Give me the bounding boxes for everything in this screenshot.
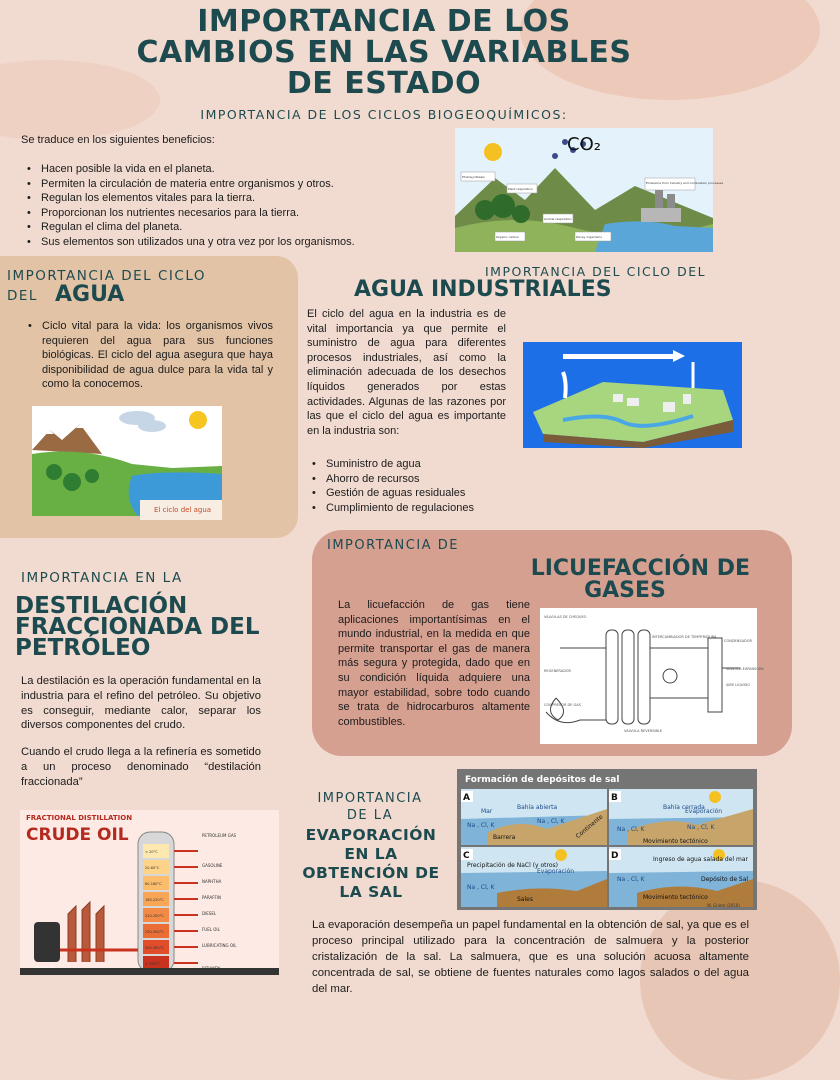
gas-tag: INTERCAMBIADOR DE TEMPERATURA — [652, 635, 717, 639]
ciclos-list — [21, 162, 441, 250]
licuefaccion-text: La licuefacción de gas tiene aplicaciones importantísimas en el mundo industrial, en la medida en que permite transportar el gas de manera más segura y protegida, dado que en su condición líquida adquiere una mayor estabilidad, sobre todo cuando se trata de hidrocarburos altamente combustibles. — [338, 599, 530, 728]
salt-tag: Mar — [481, 808, 493, 815]
industrial-water-image — [523, 342, 742, 448]
industriales-heading: AGUA INDUSTRIALES — [354, 277, 612, 302]
gas-tag: CONDENSADOR — [724, 639, 752, 643]
panel-letter: A — [463, 793, 470, 803]
temp-label: < 20°C — [145, 850, 158, 854]
salt-tag: Na , Cl, K — [467, 884, 495, 891]
carbon-cycle-illustration — [455, 128, 724, 252]
fraction-label: PARAFFIN — [202, 895, 222, 900]
list-item: • Gestión de aguas residuales — [306, 486, 526, 501]
fraction-label: DIESEL — [202, 911, 217, 916]
agua-text: • Ciclo vital para la vida: los organismos vivos requieren del agua para sus funciones biológicas. El ciclo del agua asegura que haya disponibilidad de agua dulce para la vida tal y como la conocemos. — [28, 320, 273, 391]
ciclos-kicker: IMPORTANCIA DE LOS CICLOS BIOGEOQUÍMICOS: — [200, 107, 568, 122]
water-cycle-image — [32, 406, 222, 520]
destilacion-text-1: La destilación es la operación fundamental en la industria para el refino del petróleo. Su objetivo es conseguir, mediante calor, separar los diversos componentes del crudo. — [21, 675, 261, 732]
destilacion-heading: DESTILACIÓN FRACCIONADA DEL PETRÓLEO — [15, 593, 260, 661]
industrial-water-illustration — [523, 342, 742, 448]
salt-tag: Continente — [574, 813, 605, 841]
salt-tag: Ingreso de agua salada del mar — [653, 856, 748, 863]
crude-oil-image — [20, 810, 279, 975]
agua-heading: AGUA — [55, 282, 125, 307]
list-item: • Proporcionan los nutrientes necesarios para la tierra. — [21, 206, 441, 221]
salt-tag: Precipitación de NaCl (y otros) — [467, 862, 558, 869]
gas-tag: VALVULA EXPANSORA — [726, 667, 764, 671]
licuefaccion-kicker: IMPORTANCIA DE — [327, 538, 459, 553]
salt-tag: Na , Cl, K — [467, 822, 495, 829]
destilacion-kicker: IMPORTANCIA EN LA — [21, 570, 183, 586]
salt-tag: Movimiento tectónico — [643, 894, 708, 901]
salt-tag: Na , Cl, K — [687, 824, 715, 831]
gas-tag: COMPRESOR DE GAS — [544, 703, 581, 707]
salt-diagram-title: Formación de depósitos de sal — [465, 775, 620, 785]
gas-liquefaction-diagram — [540, 608, 764, 744]
gas-tag: VALVULA REVERSIBLE — [624, 729, 663, 733]
list-item: • Cumplimiento de regulaciones — [306, 501, 526, 516]
salt-credit: W. Griem (2010) — [707, 903, 740, 908]
carbon-cycle-image — [455, 128, 724, 252]
temp-label: > 350°C — [145, 962, 160, 966]
industriales-kicker: IMPORTANCIA DEL CICLO DEL — [485, 264, 707, 279]
agua-kicker-2: DEL — [7, 288, 38, 304]
carbon-tag: Plant respiration — [508, 187, 533, 191]
agua-kicker: IMPORTANCIA DEL CICLO — [7, 268, 206, 284]
list-item: • Hacen posible la vida en el planeta. — [21, 162, 441, 177]
list-item: • Ahorro de recursos — [306, 472, 526, 487]
panel-letter: B — [611, 793, 618, 803]
salt-tag: Na , Cl, K — [617, 876, 645, 883]
crude-title-1: FRACTIONAL DISTILLATION — [26, 814, 133, 822]
gas-tag: REGENERADOR — [544, 669, 571, 673]
list-item: • Permiten la circulación de materia entre organismos y otros. — [21, 177, 441, 192]
salt-tag: Na , Cl, K — [537, 818, 565, 825]
list-item: • Regulan los elementos vitales para la tierra. — [21, 191, 441, 206]
carbon-tag: Decay organisms — [576, 235, 602, 239]
temp-label: 300-350°C — [145, 946, 164, 950]
evaporacion-kicker: IMPORTANCIA DE LA — [317, 791, 423, 823]
gas-tag: AIRE LIQUIDO — [726, 683, 750, 687]
salt-tag: Depósito de Sal — [701, 876, 749, 883]
temp-label: 220-250°C — [145, 914, 164, 918]
co2-label: CO₂ — [567, 134, 601, 155]
carbon-tag: Organic carbon — [496, 235, 519, 239]
salt-tag: Sales — [517, 896, 533, 903]
salt-tag: Na , Cl, K — [617, 826, 645, 833]
list-item: • Suministro de agua — [306, 457, 526, 472]
ciclos-intro: Se traduce en los siguientes beneficios: — [21, 134, 215, 146]
salt-tag: Bahía cerrada — [663, 804, 705, 811]
temp-label: 60-180°C — [145, 882, 162, 886]
gas-liquefaction-image — [540, 608, 764, 744]
carbon-tag: Emissions from industry and combustion processes — [646, 181, 724, 185]
salt-tag: Evaporación — [685, 808, 723, 815]
fraction-label: LUBRICATING OIL — [202, 943, 237, 948]
salt-tag: Barrera — [493, 834, 516, 841]
temp-label: 250-300°C — [145, 930, 164, 934]
gas-tag: VALVULAS DE CHEQUEO — [544, 615, 587, 619]
crude-oil-illustration — [20, 810, 279, 975]
panel-letter: C — [463, 851, 470, 861]
salt-deposit-diagram — [457, 769, 757, 910]
fraction-label: PETROLEUM GAS — [202, 833, 237, 838]
fraction-label: NAPHTHA — [202, 879, 222, 884]
salt-tag: Movimiento tectónico — [643, 838, 708, 845]
temp-label: 180-220°C — [145, 898, 164, 902]
evaporacion-heading: EVAPORACIÓN EN LA OBTENCIÓN DE LA SAL — [302, 826, 440, 901]
evaporacion-text: La evaporación desempeña un papel fundamental en la obtención de sal, ya que es el proceso principal utilizado para la concentración de salmuera y la posterior cristalización de la sal. La salmuera, que es una solución acuosa altamente concentrada de sal, se obtiene de fuentes naturales como lagos salados o del agua del mar. — [312, 919, 749, 995]
fraction-label: FUEL OIL — [202, 927, 220, 932]
industriales-text: El ciclo del agua en la industria es de vital importancia ya que permite el suministro de agua para diferentes procesos industriales, así como la eliminación adecuada de los desechos líquidos generados por estas actividades. Algunas de las razones por las que el ciclo del agua es importante en la industria son: — [307, 308, 506, 437]
water-cycle-illustration — [32, 406, 222, 520]
panel-letter: D — [611, 851, 619, 861]
salt-tag: Evaporación — [537, 868, 575, 875]
salt-deposit-image — [457, 769, 757, 910]
temp-label: 20-60°C — [145, 866, 160, 870]
destilacion-text-2: Cuando el crudo llega a la refinería es sometido a un proceso denominado “destilación fraccionada” — [21, 746, 261, 788]
fraction-label: GASOLINE — [202, 863, 223, 868]
list-item: • Regulan el clima del planeta. — [21, 220, 441, 235]
salt-tag: Bahía abierta — [517, 804, 558, 811]
carbon-tag: Photosynthesis — [462, 175, 485, 179]
crude-title-2: CRUDE OIL — [26, 825, 129, 845]
list-item: • Sus elementos son utilizados una y otra vez por los organismos. — [21, 235, 441, 250]
licuefaccion-heading: LICUEFACCIÓN DE GASES — [530, 556, 750, 603]
water-cycle-label: El ciclo del agua — [154, 506, 212, 514]
carbon-tag: Animal respiration — [544, 217, 572, 221]
industriales-list — [306, 457, 526, 515]
page-title: IMPORTANCIA DE LOS CAMBIOS EN LAS VARIABLES DE ESTADO — [136, 4, 632, 101]
